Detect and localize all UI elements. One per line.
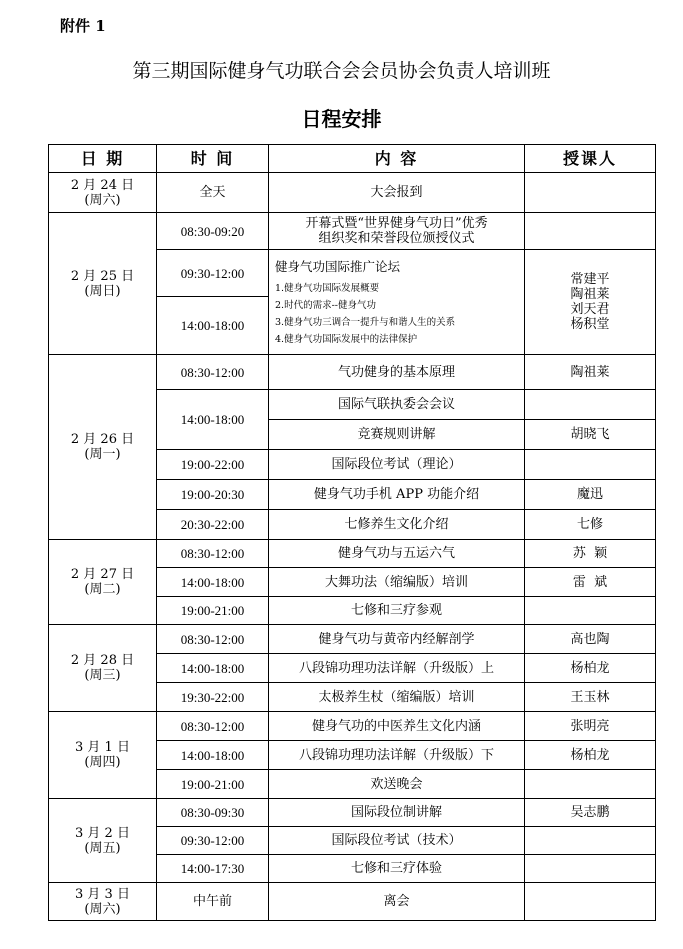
lecturer-cell xyxy=(525,390,656,420)
time-cell: 09:30-12:00 xyxy=(157,250,269,297)
time-cell: 14:00-17:30 xyxy=(157,855,269,883)
time-cell: 19:00-21:00 xyxy=(157,770,269,799)
time-cell: 09:30-12:00 xyxy=(157,827,269,855)
lecturer-cell: 七修 xyxy=(525,510,656,540)
column-header-time: 时 间 xyxy=(157,145,269,173)
content-cell: 大会报到 xyxy=(269,173,525,213)
weekday-text: (周二) xyxy=(84,582,121,597)
lecturer-cell xyxy=(525,450,656,480)
content-cell: 八段锦功理功法详解（升级版）下 xyxy=(269,741,525,770)
lecturer-cell: 吴志鹏 xyxy=(525,799,656,827)
content-cell xyxy=(269,213,525,250)
date-text: 2 月 25 日 xyxy=(70,268,135,284)
date-cell xyxy=(49,355,157,540)
table-header-row xyxy=(49,145,656,173)
lecturer-cell xyxy=(525,213,656,250)
lecturer-cell: 胡晓飞 xyxy=(525,420,656,450)
forum-topic: 2.时代的需求--健身气功 xyxy=(275,299,376,311)
lecturer-cell: 魔迅 xyxy=(525,480,656,510)
weekday-text: (周六) xyxy=(84,901,121,917)
forum-title: 健身气功国际推广论坛 xyxy=(275,258,401,274)
table-row xyxy=(49,799,656,827)
date-cell xyxy=(49,799,157,883)
lecturer-cell xyxy=(525,770,656,799)
content-cell: 健身气功与黄帝内经解剖学 xyxy=(269,625,525,654)
date-text: 2 月 24 日 xyxy=(70,177,135,193)
weekday-text: (周六) xyxy=(84,192,121,208)
forum-topic: 1.健身气功国际发展概要 xyxy=(275,282,380,294)
date-cell xyxy=(49,173,157,213)
time-cell: 14:00-18:00 xyxy=(157,741,269,770)
schedule-table xyxy=(48,144,656,921)
table-row xyxy=(49,625,656,654)
lecturer-name: 陶祖莱 xyxy=(570,287,610,302)
date-cell xyxy=(49,883,157,921)
lecturer-cell: 张明亮 xyxy=(525,712,656,741)
content-cell: 七修和三疗参观 xyxy=(269,597,525,625)
column-header-lecturer: 授课人 xyxy=(525,145,656,173)
lecturer-cell xyxy=(525,827,656,855)
date-cell xyxy=(49,712,157,799)
document-title: 第三期国际健身气功联合会会员协会负责人培训班 xyxy=(132,60,551,82)
content-cell: 国际段位制讲解 xyxy=(269,799,525,827)
content-cell: 国际段位考试（技术） xyxy=(269,827,525,855)
date-cell xyxy=(49,213,157,355)
content-cell: 国际段位考试（理论） xyxy=(269,450,525,480)
time-cell: 08:30-12:00 xyxy=(157,625,269,654)
content-cell: 离会 xyxy=(269,883,525,921)
date-text: 3 月 2 日 xyxy=(75,825,130,841)
lecturer-cell xyxy=(525,855,656,883)
lecturer-cell: 陶祖莱 xyxy=(525,355,656,390)
table-row xyxy=(49,173,656,213)
lecturer-cell xyxy=(525,883,656,921)
content-cell: 健身气功手机 APP 功能介绍 xyxy=(269,480,525,510)
table-row xyxy=(49,883,656,921)
forum-content-cell xyxy=(269,250,525,355)
time-cell: 14:00-18:00 xyxy=(157,390,269,450)
time-cell: 08:30-09:30 xyxy=(157,799,269,827)
document-subtitle: 日程安排 xyxy=(301,107,382,131)
content-line: 开幕式暨“世界健身气功日”优秀 xyxy=(305,216,488,231)
forum-topic: 3.健身气功三调合一提升与和谐人生的关系 xyxy=(275,316,456,328)
lecturer-cell: 杨柏龙 xyxy=(525,741,656,770)
lecturer-cell: 杨柏龙 xyxy=(525,654,656,683)
time-cell: 19:00-21:00 xyxy=(157,597,269,625)
lecturer-cell: 王玉林 xyxy=(525,683,656,712)
time-cell: 14:00-18:00 xyxy=(157,654,269,683)
date-cell xyxy=(49,625,157,712)
lecturer-name: 刘天君 xyxy=(570,302,610,317)
content-line: 组织奖和荣誉段位颁授仪式 xyxy=(318,231,475,246)
weekday-text: (周四) xyxy=(84,755,121,770)
column-header-date: 日 期 xyxy=(49,145,157,173)
table-row xyxy=(49,355,656,390)
date-text: 3 月 3 日 xyxy=(75,886,130,902)
content-cell: 太极养生杖（缩编版）培训 xyxy=(269,683,525,712)
content-cell: 大舞功法（缩编版）培训 xyxy=(269,568,525,597)
lecturer-cell: 高也陶 xyxy=(525,625,656,654)
lecturer-cell xyxy=(525,597,656,625)
content-cell: 气功健身的基本原理 xyxy=(269,355,525,390)
time-cell: 20:30-22:00 xyxy=(157,510,269,540)
attachment-label: 附件 1 xyxy=(60,17,106,35)
content-cell: 七修养生文化介绍 xyxy=(269,510,525,540)
weekday-text: (周三) xyxy=(84,668,121,683)
time-cell: 19:30-22:00 xyxy=(157,683,269,712)
lecturer-cell xyxy=(525,173,656,213)
weekday-text: (周五) xyxy=(84,840,121,856)
content-cell: 八段锦功理功法详解（升级版）上 xyxy=(269,654,525,683)
content-cell: 欢送晚会 xyxy=(269,770,525,799)
time-cell: 08:30-12:00 xyxy=(157,712,269,741)
time-cell: 08:30-12:00 xyxy=(157,355,269,390)
date-text: 3 月 1 日 xyxy=(75,740,130,755)
time-cell: 全天 xyxy=(157,173,269,213)
time-cell: 14:00-18:00 xyxy=(157,568,269,597)
table-row xyxy=(49,213,656,250)
content-cell: 国际气联执委会会议 xyxy=(269,390,525,420)
date-text: 2 月 27 日 xyxy=(70,567,135,582)
content-cell: 竞赛规则讲解 xyxy=(269,420,525,450)
date-cell xyxy=(49,540,157,625)
time-cell: 08:30-09:20 xyxy=(157,213,269,250)
lecturer-cell: 苏 颖 xyxy=(525,540,656,568)
time-cell: 中午前 xyxy=(157,883,269,921)
content-cell: 健身气功的中医养生文化内涵 xyxy=(269,712,525,741)
lecturer-cell: 雷 斌 xyxy=(525,568,656,597)
table-row xyxy=(49,540,656,568)
weekday-text: (周一) xyxy=(84,447,121,462)
weekday-text: (周日) xyxy=(84,283,121,299)
content-cell: 健身气功与五运六气 xyxy=(269,540,525,568)
time-cell: 08:30-12:00 xyxy=(157,540,269,568)
time-cell: 14:00-18:00 xyxy=(157,297,269,355)
forum-topic: 4.健身气功国际发展中的法律保护 xyxy=(275,333,418,345)
content-cell: 七修和三疗体验 xyxy=(269,855,525,883)
lecturer-name: 常建平 xyxy=(570,272,610,287)
table-row xyxy=(49,712,656,741)
date-text: 2 月 26 日 xyxy=(70,432,135,447)
time-cell: 19:00-20:30 xyxy=(157,480,269,510)
date-text: 2 月 28 日 xyxy=(70,653,135,668)
lecturer-name: 杨积堂 xyxy=(570,317,610,332)
lecturer-cell xyxy=(525,250,656,355)
time-cell: 19:00-22:00 xyxy=(157,450,269,480)
column-header-content: 内 容 xyxy=(269,145,525,173)
